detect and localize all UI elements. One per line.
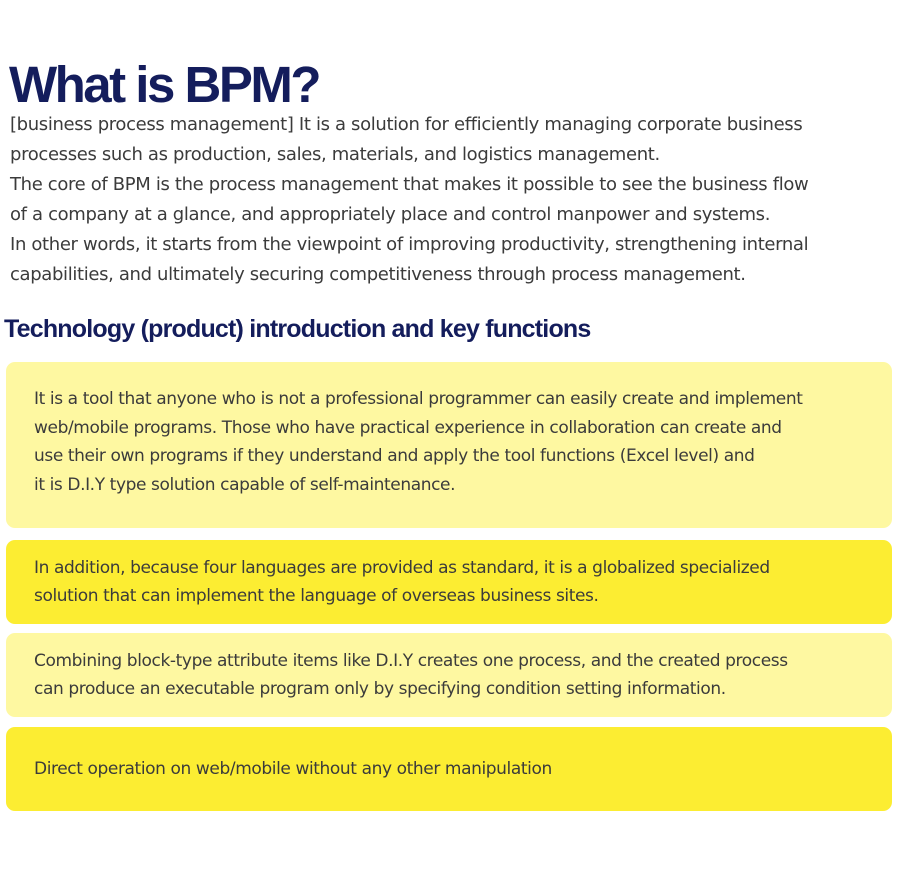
feature-card-block-process [6,633,892,717]
intro-line: capabilities, and ultimately securing competitiveness through process management. [10,264,746,285]
feature-card-line: it is D.I.Y type solution capable of self-maintenance. [34,474,456,495]
intro-line: processes such as production, sales, materials, and logistics management. [10,144,660,165]
page-title: What is BPM? [9,56,319,113]
intro-line: In other words, it starts from the viewpoint of improving productivity, strengthening internal [10,234,809,255]
feature-card-line: In addition, because four languages are provided as standard, it is a globalized specialized [34,557,770,578]
feature-card-line: Direct operation on web/mobile without any other manipulation [34,758,552,779]
intro-paragraph [10,110,895,290]
feature-card-languages [6,540,892,624]
feature-card-line: solution that can implement the language of overseas business sites. [34,586,599,606]
feature-card-line: use their own programs if they understand and apply the tool functions (Excel level) and [34,446,755,466]
section-title: Technology (product) introduction and key functions [4,315,591,343]
feature-card-text [34,385,802,499]
intro-line: of a company at a glance, and appropriately place and control manpower and systems. [10,204,771,225]
feature-card-text [34,755,552,784]
feature-card-line: Combining block-type attribute items like D.I.Y creates one process, and the created process [34,650,788,671]
intro-line: [business process management] It is a solution for efficiently managing corporate business [10,114,803,135]
feature-card-direct-operation [6,727,892,811]
feature-card-line: It is a tool that anyone who is not a professional programmer can easily create and implement [34,389,803,409]
feature-card-text [34,647,788,704]
intro-line: The core of BPM is the process management that makes it possible to see the business flow [10,174,809,195]
feature-card-line: can produce an executable program only by specifying condition setting information. [34,679,726,699]
feature-card-text [34,554,770,611]
feature-card-diy-tool [6,362,892,528]
feature-card-line: web/mobile programs. Those who have practical experience in collaboration can create and [34,417,782,438]
